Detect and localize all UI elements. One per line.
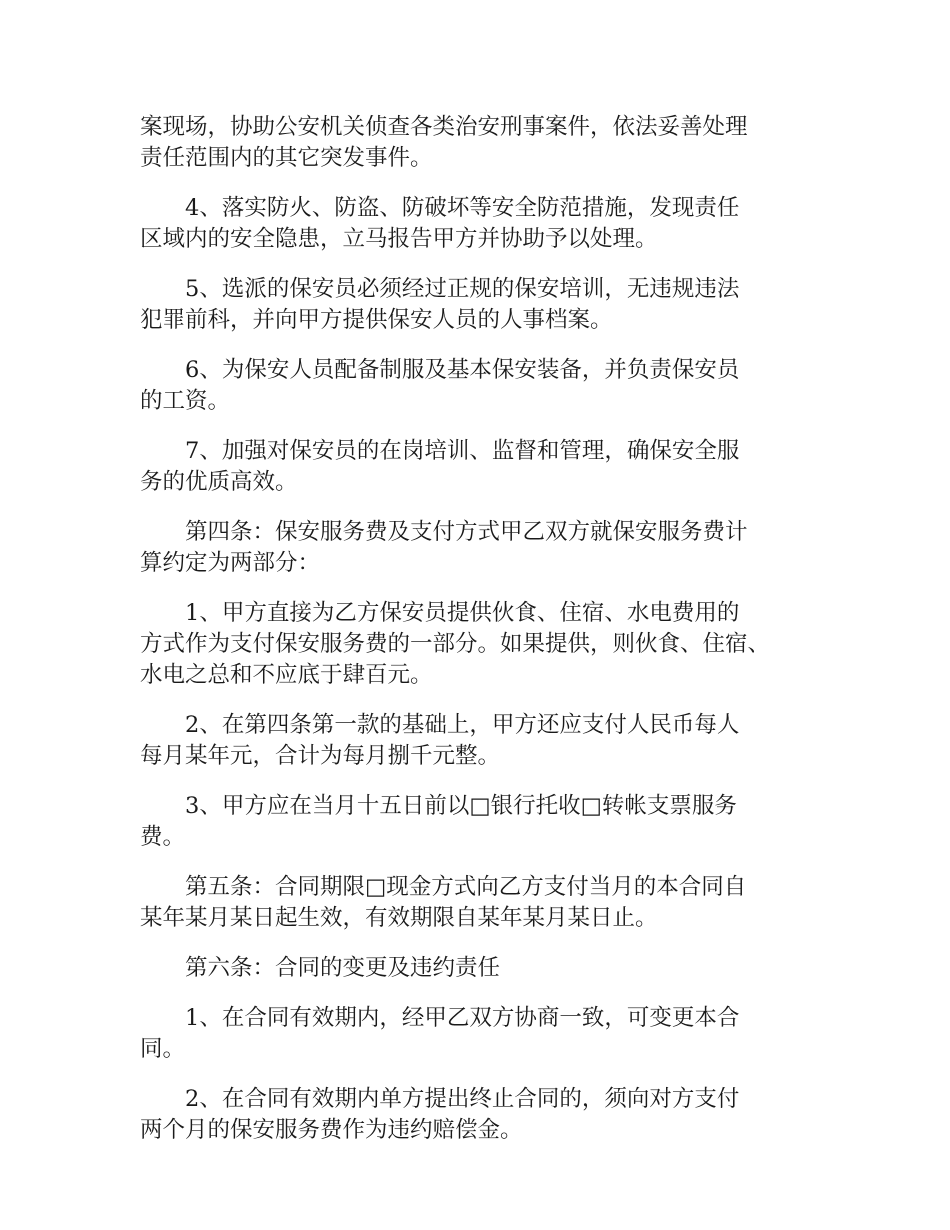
paragraph-line: 算约定为两部分： xyxy=(140,550,321,576)
paragraph-article-4-item-1 xyxy=(140,598,830,691)
paragraph-clause-6 xyxy=(140,355,830,417)
paragraph-line: 的工资。 xyxy=(140,388,231,414)
paragraph-line: 7、加强对保安员的在岗培训、监督和管理，确保安全服 xyxy=(185,438,740,464)
paragraph-line: 务的优质高效。 xyxy=(140,469,298,495)
paragraph-line: 方式作为支付保安服务费的一部分。如果提供，则伙食、住宿、 xyxy=(140,631,771,657)
paragraph-article-4-item-3 xyxy=(140,791,830,853)
paragraph-article-6-item-2 xyxy=(140,1084,830,1146)
paragraph-line: 两个月的保安服务费作为违约赔偿金。 xyxy=(140,1117,523,1143)
paragraph-article-4-heading xyxy=(140,517,830,579)
paragraph-line: 第六条：合同的变更及违约责任 xyxy=(185,955,501,981)
paragraph-line: 同。 xyxy=(140,1036,186,1062)
paragraph-line: 1、甲方直接为乙方保安员提供伙食、住宿、水电费用的 xyxy=(185,600,740,626)
paragraph-line: 某年某月某日起生效，有效期限自某年某月某日止。 xyxy=(140,905,658,931)
paragraph-clause-5 xyxy=(140,274,830,336)
paragraph-article-6-item-1 xyxy=(140,1003,830,1065)
paragraph-line: 水电之总和不应底于肆百元。 xyxy=(140,662,433,688)
paragraph-continued-duties xyxy=(140,112,830,174)
paragraph-clause-7 xyxy=(140,436,830,498)
paragraph-line: 3、甲方应在当月十五日前以□银行托收□转帐支票服务 xyxy=(185,793,737,819)
paragraph-line: 5、选派的保安员必须经过正规的保安培训，无违规违法 xyxy=(185,276,740,302)
document-body xyxy=(140,112,830,1165)
paragraph-article-5 xyxy=(140,872,830,934)
paragraph-line: 第五条：合同期限□现金方式向乙方支付当月的本合同自 xyxy=(185,874,747,900)
paragraph-clause-4 xyxy=(140,193,830,255)
paragraph-article-4-item-2 xyxy=(140,710,830,772)
paragraph-line: 费。 xyxy=(140,824,186,850)
paragraph-line: 4、落实防火、防盗、防破坏等安全防范措施，发现责任 xyxy=(185,195,740,221)
paragraph-line: 1、在合同有效期内，经甲乙双方协商一致，可变更本合 xyxy=(185,1005,740,1031)
paragraph-line: 区域内的安全隐患，立马报告甲方并协助予以处理。 xyxy=(140,226,658,252)
paragraph-line: 第四条：保安服务费及支付方式甲乙双方就保安服务费计 xyxy=(185,519,748,545)
paragraph-line: 2、在第四条第一款的基础上，甲方还应支付人民币每人 xyxy=(185,712,740,738)
paragraph-line: 犯罪前科，并向甲方提供保安人员的人事档案。 xyxy=(140,307,613,333)
paragraph-line: 6、为保安人员配备制服及基本保安装备，并负责保安员 xyxy=(185,357,740,383)
paragraph-line: 2、在合同有效期内单方提出终止合同的，须向对方支付 xyxy=(185,1086,740,1112)
paragraph-line: 每月某年元，合计为每月捌千元整。 xyxy=(140,743,501,769)
paragraph-line: 案现场，协助公安机关侦查各类治安刑事案件，依法妥善处理 xyxy=(140,114,748,140)
paragraph-article-6-heading xyxy=(140,953,830,984)
paragraph-line: 责任范围内的其它突发事件。 xyxy=(140,145,433,171)
